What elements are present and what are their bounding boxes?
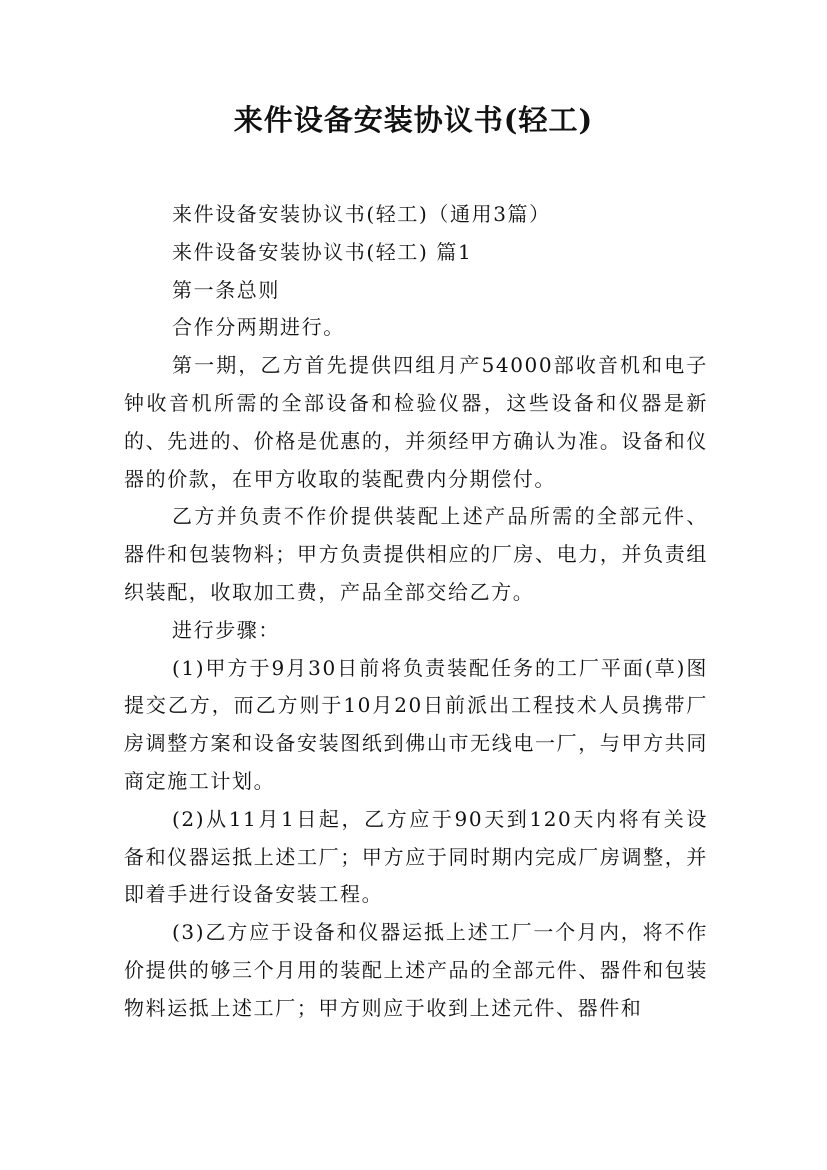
paragraph-article-heading: 第一条总则 xyxy=(172,277,280,302)
document-body xyxy=(124,196,708,1028)
paragraph-step: (2)从11月1日起，乙方应于90天到120天内将有关设备和仪器运抵上述工厂；甲方应于同时期内完成厂房调整，并即着手进行设备安装工程。 xyxy=(124,806,708,907)
paragraph-section-heading: 来件设备安装协议书(轻工) 篇1 xyxy=(172,239,473,264)
paragraph: 合作分两期进行。 xyxy=(172,315,345,340)
paragraph-step: (3)乙方应于设备和仪器运抵上述工厂一个月内，将不作价提供的够三个月用的装配上述产品的全部元件、器件和包装物料运抵上述工厂；甲方则应于收到上述元件、器件和 xyxy=(124,920,708,1020)
paragraph-steps-heading: 进行步骤： xyxy=(172,617,280,642)
paragraph-step: (1)甲方于9月30日前将负责装配任务的工厂平面(草)图提交乙方，而乙方则于10月20日前派出工程技术人员携带厂房调整方案和设备安装图纸到佛山市无线电一厂，与甲方共同商定施工计划。 xyxy=(124,655,708,793)
paragraph-subtitle: 来件设备安装协议书(轻工)（通用3篇） xyxy=(172,202,551,226)
paragraph: 第一期，乙方首先提供四组月产54000部收音机和电子钟收音机所需的全部设备和检验仪器，这些设备和仪器是新的、先进的、价格是优惠的，并须经甲方确认为准。设备和仪器的价款，在甲方收取的装配费内分期偿付。 xyxy=(124,353,708,491)
paragraph: 乙方并负责不作价提供装配上述产品所需的全部元件、器件和包装物料；甲方负责提供相应的厂房、电力，并负责组织装配，收取加工费，产品全部交给乙方。 xyxy=(124,504,708,604)
document-title: 来件设备安装协议书(轻工) xyxy=(233,103,594,137)
